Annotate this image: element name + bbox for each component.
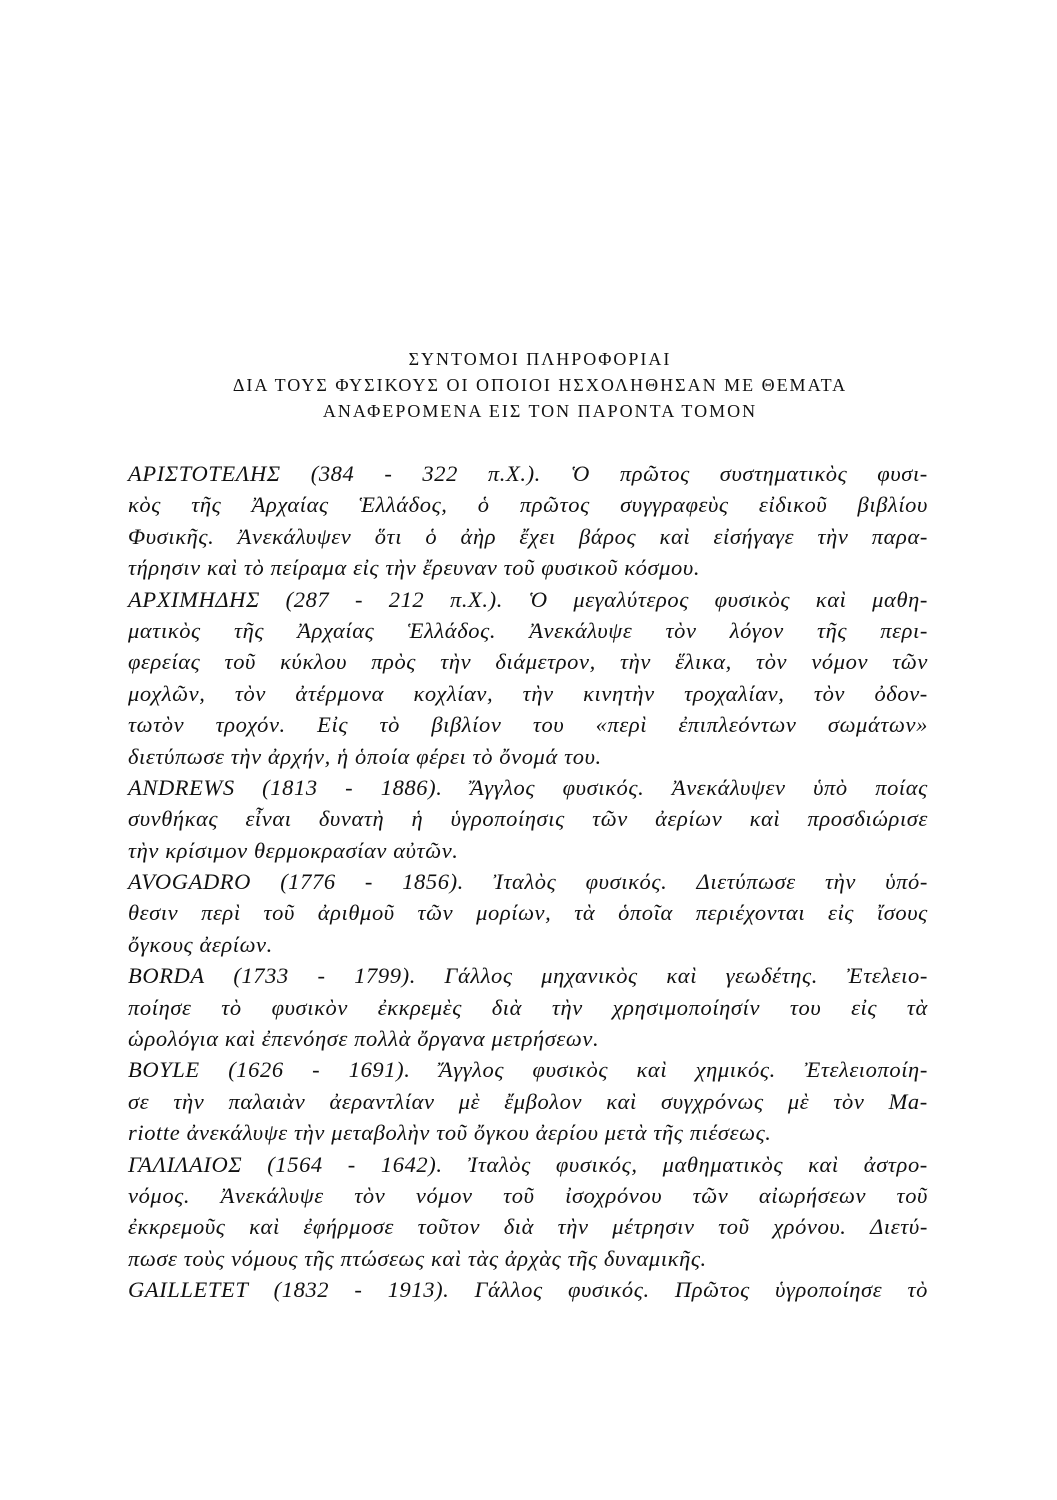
text-line: τήρησιν καὶ τὸ πείραμα εἰς τὴν ἔρευναν τοῦ φυσικοῦ κόσμου. [128,555,701,581]
text-line: πωσε τοὺς νόμους τῆς πτώσεως καὶ τὰς ἀρχὰς τῆς δυναμικῆς. [128,1245,707,1271]
text-line: Φυσικῆς. Ἀνεκάλυψεν ὅτι ὁ ἀὴρ ἔχει βάρος καὶ εἰσήγαγε τὴν παρα- [128,523,928,549]
header-line-2: ΔΙΑ ΤΟΥΣ ΦΥΣΙΚΟΥΣ ΟΙ ΟΠΟΙΟΙ ΗΣΧΟΛΗΘΗΣΑΝ ΜΕ ΘΕΜΑΤΑ [232,375,848,395]
text-line: ΑΡΧΙΜΗΔΗΣ (287 - 212 π.Χ.). Ὁ μεγαλύτερος φυσικὸς καὶ μαθη- [128,586,928,612]
text-line: κὸς τῆς Ἀρχαίας Ἑλλάδος, ὁ πρῶτος συγγραφεὺς εἰδικοῦ βιβλίου [128,492,928,518]
text-line: BORDA (1733 - 1799). Γάλλος μηχανικὸς καὶ γεωδέτης. Ἐτελειο- [128,963,928,989]
text-line: ὡρολόγια καὶ ἐπενόησε πολλὰ ὄργανα μετρήσεων. [128,1026,600,1052]
text-line: διετύπωσε τὴν ἀρχήν, ἡ ὁποία φέρει τὸ ὄνομά του. [128,743,602,769]
section-header [200,346,880,424]
text-line: AVOGADRO (1776 - 1856). Ἰταλὸς φυσικός. Διετύπωσε τὴν ὑπό- [128,869,928,895]
text-line: ΑΡΙΣΤΟΤΕΛΗΣ (384 - 322 π.Χ.). Ὁ πρῶτος συστηματικὸς φυσι- [128,461,928,486]
text-line: GAILLETET (1832 - 1913). Γάλλος φυσικός. Πρῶτος ὑγροποίησε τὸ [128,1277,928,1303]
text-line: ματικὸς τῆς Ἀρχαίας Ἑλλάδος. Ἀνεκάλυψε τὸν λόγον τῆς περι- [128,617,928,643]
text-line: ἐκκρεμοῦς καὶ ἐφήρμοσε τοῦτον διὰ τὴν μέτρησιν τοῦ χρόνου. Διετύ- [128,1214,928,1240]
header-line-1: ΣΥΝΤΟΜΟΙ ΠΛΗΡΟΦΟΡΙΑΙ [408,349,672,369]
text-line: νόμος. Ἀνεκάλυψε τὸν νόμον τοῦ ἰσοχρόνου τῶν αἰωρήσεων τοῦ [128,1182,928,1208]
text-line: σε τὴν παλαιὰν ἀεραντλίαν μὲ ἔμβολον καὶ συγχρόνως μὲ τὸν Ma- [128,1088,928,1114]
text-line: ANDREWS (1813 - 1886). Ἄγγλος φυσικός. Ἀνεκάλυψεν ὑπὸ ποίας [128,774,928,800]
text-line: BOYLE (1626 - 1691). Ἄγγλος φυσικὸς καὶ χημικός. Ἐτελειοποίη- [128,1057,928,1083]
text-line: τὴν κρίσιμον θερμοκρασίαν αὐτῶν. [128,837,459,863]
text-line: ποίησε τὸ φυσικὸν ἐκκρεμὲς διὰ τὴν χρησιμοποίησίν του εἰς τὰ [128,994,928,1020]
text-line: τωτὸν τροχόν. Εἰς τὸ βιβλίον του «περὶ ἐπιπλεόντων σωμάτων» [128,712,928,738]
text-line: ΓΑΛΙΛΑΙΟΣ (1564 - 1642). Ἰταλὸς φυσικός, μαθηματικὸς καὶ ἀστρο- [128,1151,928,1177]
text-line: θεσιν περὶ τοῦ ἀριθμοῦ τῶν μορίων, τὰ ὁποῖα περιέχονται εἰς ἴσους [128,900,928,926]
text-line: συνθήκας εἶναι δυνατὴ ἡ ὑγροποίησις τῶν ἀερίων καὶ προσδιώρισε [128,806,928,832]
text-line: μοχλῶν, τὸν ἀτέρμονα κοχλίαν, τὴν κινητὴν τροχαλίαν, τὸν ὀδον- [128,680,928,706]
text-line: ὄγκους ἀερίων. [128,931,273,957]
text-line: φερείας τοῦ κύκλου πρὸς τὴν διάμετρον, τὴν ἕλικα, τὸν νόμον τῶν [128,649,928,675]
header-line-3: ΑΝΑΦΕΡΟΜΕΝΑ ΕΙΣ ΤΟΝ ΠΑΡΟΝΤΑ ΤΟΜΟΝ [322,401,758,421]
text-line: riotte ἀνεκάλυψε τὴν μεταβολὴν τοῦ ὄγκου ἀερίου μετὰ τῆς πιέσεως. [128,1120,772,1146]
biography-text [128,458,928,1306]
